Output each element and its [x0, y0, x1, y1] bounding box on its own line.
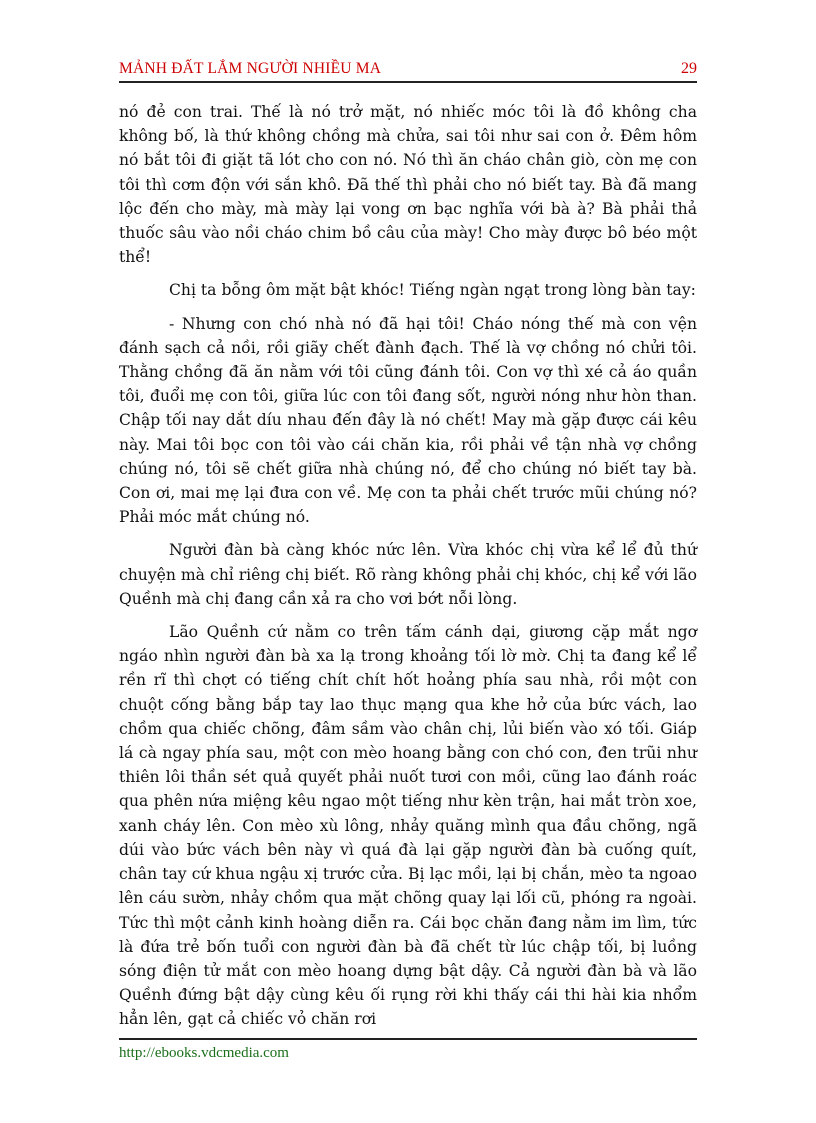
footer-divider — [119, 1038, 697, 1040]
page-number: 29 — [681, 60, 697, 77]
running-header — [119, 58, 697, 82]
paragraph: Người đàn bà càng khóc nức lên. Vừa khóc chị vừa kể lể đủ thứ chuyện mà chỉ riêng chị biết. Rõ ràng không phải chị khóc, chị kể với lão Quềnh mà chị đang cần xả ra cho vơi bớt nỗi lòng. — [119, 541, 697, 608]
paragraph: - Nhưng con chó nhà nó đã hại tôi! Cháo nóng thế mà con vện đánh sạch cả nồi, rồi giãy chết đành đạch. Thế là vợ chồng nó chửi tôi. Thằng chồng đã ăn nằm với tôi cũng đánh tôi. Con vợ thì xé cả áo quần tôi, đuổi mẹ con tôi, giữa lúc con tôi đang sốt, người nóng như hòn than. Chập tối nay dắt díu nhau đến đây là nó chết! May mà gặp được cái kêu này. Mai tôi bọc con tôi vào cái chăn kia, rồi phải về tận nhà vợ chồng chúng nó, tôi sẽ chết giữa nhà chúng nó, để cho chúng nó biết tay bà. Con ơi, mai mẹ lại đưa con về. Mẹ con ta phải chết trước mũi chúng nó? Phải móc mắt chúng nó. — [119, 314, 697, 527]
book-title: MẢNH ĐẤT LẮM NGƯỜI NHIỀU MA — [119, 60, 382, 77]
paragraph: Lão Quềnh cứ nằm co trên tấm cánh dại, giương cặp mắt ngơ ngáo nhìn người đàn bà xa lạ trong khoảng tối lờ mờ. Chị ta đang kể lể rền rĩ thì chợt có tiếng chít chít hốt hoảng phía sau nhà, rồi một con chuột cống bằng bắp tay lao thục mạng qua khe hở của bức vách, lao chồm qua chiếc chõng, đâm sầm vào chân chị, lủi biến vào xó tối. Giáp lá cà ngay phía sau, một con mèo hoang bằng con chó con, đen trũi như thiên lôi thần sét quả quyết phải nuốt tươi con mồi, cũng lao đánh roác qua phên nứa miệng kêu ngao một tiếng như kèn trận, hai mắt tròn xoe, xanh cháy lên. Con mèo xù lông, nhảy quăng mình qua đầu chõng, ngã dúi vào bức vách bên này vì quá đà lại gặp người đàn bà cuống quít, chân tay cứ khua ngậu xị trước cửa. Bị lạc mồi, lại bị chắn, mèo ta ngoao lên cáu sườn, nhảy chồm qua mặt chõng quay lại lối cũ, phóng ra ngoài. Tức thì một cảnh kinh hoàng diễn ra. Cái bọc chăn đang nằm im lìm, tức là đứa trẻ bốn tuổi con người đàn bà đã chết từ lúc chập tối, bị luồng sóng điện tử mắt con mèo hoang dựng bật dậy. Cả người đàn bà và lão Quềnh đứng bật dậy cùng kêu ối rụng rời khi thấy cái thi hài kia nhổm hẳn lên, gạt cả chiếc vỏ chăn rơi — [119, 623, 697, 1029]
paragraph: Chị ta bỗng ôm mặt bật khóc! Tiếng ngàn ngạt trong lòng bàn tay: — [169, 281, 696, 300]
header-divider — [119, 81, 697, 83]
footer-website-link[interactable]: http://ebooks.vdcmedia.com — [119, 1045, 289, 1061]
page-body — [119, 100, 697, 1041]
paragraph: nó đẻ con trai. Thế là nó trở mặt, nó nhiếc móc tôi là đồ không cha không bố, là thứ không chồng mà chửa, sai tôi như sai con ở. Đêm hôm nó bắt tôi đi giặt tã lót cho con nó. Nó thì ăn cháo chân giò, còn mẹ con tôi thì cơm độn với sắn khô. Đã thế thì phải cho nó biết tay. Bà đã mang lộc đến cho mày, mà mày lại vong ơn bạc nghĩa với bà à? Bà phải thả thuốc sâu vào nồi cháo chim bồ câu của mày! Cho mày được bô béo một thể! — [119, 103, 697, 267]
